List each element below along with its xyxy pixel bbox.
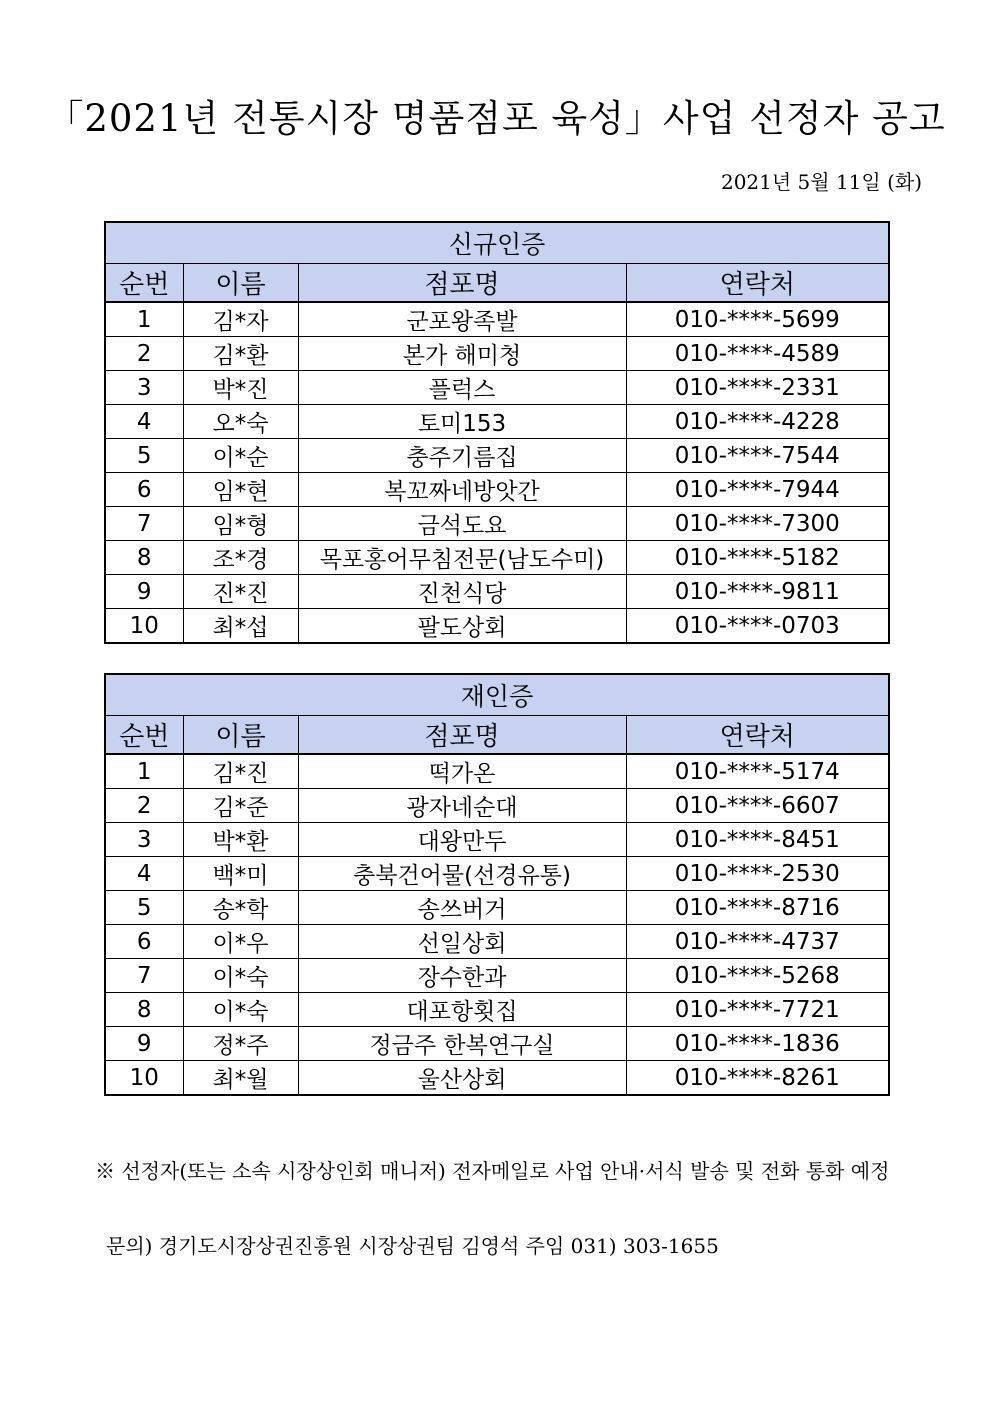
person-name: 조*경: [183, 541, 298, 575]
table-row: [105, 337, 889, 371]
table-row: [105, 959, 889, 993]
phone-number: 010-****-4737: [626, 925, 889, 959]
table-row: [105, 857, 889, 891]
phone-number: 010-****-7944: [626, 473, 889, 507]
person-name: 이*숙: [183, 993, 298, 1027]
person-name: 김*준: [183, 789, 298, 823]
row-number: 2: [105, 337, 183, 371]
store-name: 광자네순대: [298, 789, 626, 823]
table-body: [105, 754, 889, 1095]
phone-number: 010-****-8261: [626, 1061, 889, 1096]
person-name: 김*자: [183, 302, 298, 337]
store-name: 울산상회: [298, 1061, 626, 1096]
table-body: [105, 302, 889, 643]
phone-number: 010-****-1836: [626, 1027, 889, 1061]
row-number: 3: [105, 823, 183, 857]
phone-number: 010-****-6607: [626, 789, 889, 823]
row-number: 7: [105, 507, 183, 541]
table-row: [105, 1061, 889, 1096]
table-row: [105, 609, 889, 644]
column-header-contact: 연락처: [626, 264, 889, 303]
new-certification-table: [104, 221, 890, 644]
store-name: 본가 해미청: [298, 337, 626, 371]
table-row: [105, 575, 889, 609]
table-row: [105, 473, 889, 507]
phone-number: 010-****-0703: [626, 609, 889, 644]
person-name: 이*숙: [183, 959, 298, 993]
column-header-name: 이름: [183, 716, 298, 755]
store-name: 충북건어물(선경유통): [298, 857, 626, 891]
phone-number: 010-****-7721: [626, 993, 889, 1027]
row-number: 6: [105, 925, 183, 959]
table-row: [105, 405, 889, 439]
person-name: 박*진: [183, 371, 298, 405]
person-name: 정*주: [183, 1027, 298, 1061]
store-name: 복꼬짜네방앗간: [298, 473, 626, 507]
column-header-number: 순번: [105, 264, 183, 303]
store-name: 팔도상회: [298, 609, 626, 644]
row-number: 5: [105, 439, 183, 473]
store-name: 정금주 한복연구실: [298, 1027, 626, 1061]
phone-number: 010-****-5182: [626, 541, 889, 575]
person-name: 김*환: [183, 337, 298, 371]
phone-number: 010-****-2331: [626, 371, 889, 405]
person-name: 임*현: [183, 473, 298, 507]
phone-number: 010-****-7300: [626, 507, 889, 541]
row-number: 1: [105, 302, 183, 337]
column-header-store: 점포명: [298, 264, 626, 303]
person-name: 최*섭: [183, 609, 298, 644]
store-name: 선일상회: [298, 925, 626, 959]
row-number: 8: [105, 541, 183, 575]
phone-number: 010-****-8451: [626, 823, 889, 857]
announcement-date: 2021년 5월 11일 (화): [720, 170, 922, 194]
table-row: [105, 754, 889, 789]
person-name: 이*순: [183, 439, 298, 473]
store-name: 대왕만두: [298, 823, 626, 857]
table-row: [105, 507, 889, 541]
person-name: 임*형: [183, 507, 298, 541]
store-name: 떡가온: [298, 754, 626, 789]
store-name: 진천식당: [298, 575, 626, 609]
store-name: 토미153: [298, 405, 626, 439]
re-certification-table: [104, 673, 890, 1096]
table-row: [105, 925, 889, 959]
row-number: 7: [105, 959, 183, 993]
row-number: 2: [105, 789, 183, 823]
row-number: 5: [105, 891, 183, 925]
phone-number: 010-****-5174: [626, 754, 889, 789]
phone-number: 010-****-4589: [626, 337, 889, 371]
phone-number: 010-****-2530: [626, 857, 889, 891]
table-row: [105, 541, 889, 575]
row-number: 10: [105, 609, 183, 644]
person-name: 백*미: [183, 857, 298, 891]
person-name: 최*월: [183, 1061, 298, 1096]
table-row: [105, 993, 889, 1027]
row-number: 1: [105, 754, 183, 789]
store-name: 군포왕족발: [298, 302, 626, 337]
column-header-contact: 연락처: [626, 716, 889, 755]
store-name: 충주기름집: [298, 439, 626, 473]
inquiry-contact: 문의) 경기도시장상권진흥원 시장상권팀 김영석 주임 031) 303-1655: [106, 1234, 719, 1258]
phone-number: 010-****-4228: [626, 405, 889, 439]
person-name: 진*진: [183, 575, 298, 609]
column-header-number: 순번: [105, 716, 183, 755]
store-name: 송쓰버거: [298, 891, 626, 925]
table-row: [105, 302, 889, 337]
table-row: [105, 439, 889, 473]
section-heading: 신규인증: [105, 222, 889, 264]
person-name: 박*환: [183, 823, 298, 857]
person-name: 김*진: [183, 754, 298, 789]
column-header-store: 점포명: [298, 716, 626, 755]
column-header-name: 이름: [183, 264, 298, 303]
row-number: 4: [105, 405, 183, 439]
row-number: 6: [105, 473, 183, 507]
person-name: 오*숙: [183, 405, 298, 439]
store-name: 금석도요: [298, 507, 626, 541]
table-row: [105, 891, 889, 925]
table-row: [105, 1027, 889, 1061]
store-name: 플럭스: [298, 371, 626, 405]
store-name: 목포홍어무침전문(남도수미): [298, 541, 626, 575]
person-name: 이*우: [183, 925, 298, 959]
page-title: 「2021년 전통시장 명품점포 육성」사업 선정자 공고: [46, 97, 946, 140]
phone-number: 010-****-7544: [626, 439, 889, 473]
row-number: 3: [105, 371, 183, 405]
notice-text: ※ 선정자(또는 소속 시장상인회 매니저) 전자메일로 사업 안내·서식 발송 및 전화 통화 예정: [95, 1159, 890, 1183]
store-name: 장수한과: [298, 959, 626, 993]
table-row: [105, 789, 889, 823]
person-name: 송*학: [183, 891, 298, 925]
phone-number: 010-****-9811: [626, 575, 889, 609]
row-number: 10: [105, 1061, 183, 1096]
phone-number: 010-****-5699: [626, 302, 889, 337]
phone-number: 010-****-8716: [626, 891, 889, 925]
section-heading: 재인증: [105, 674, 889, 716]
table-row: [105, 371, 889, 405]
row-number: 8: [105, 993, 183, 1027]
phone-number: 010-****-5268: [626, 959, 889, 993]
row-number: 4: [105, 857, 183, 891]
store-name: 대포항횟집: [298, 993, 626, 1027]
row-number: 9: [105, 575, 183, 609]
table-row: [105, 823, 889, 857]
row-number: 9: [105, 1027, 183, 1061]
